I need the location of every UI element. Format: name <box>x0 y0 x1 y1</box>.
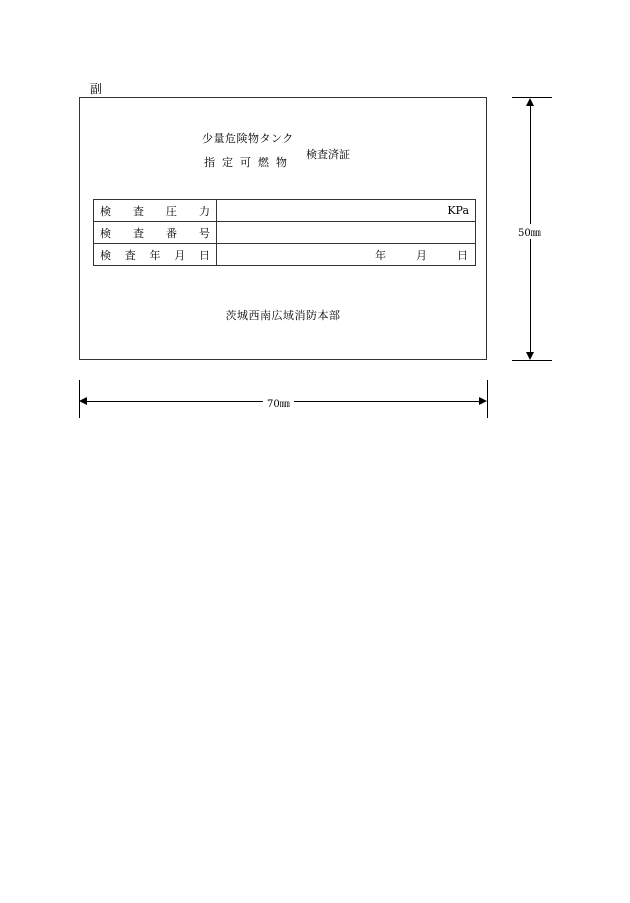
width-label: 70㎜ <box>263 395 294 410</box>
arrow-down-icon <box>526 352 534 360</box>
label-char: 査 <box>133 204 144 218</box>
table-row <box>94 222 476 244</box>
date-month: 月 <box>416 248 427 262</box>
date-year: 年 <box>375 248 386 262</box>
label-char: 力 <box>199 204 210 218</box>
label-char: 検 <box>100 248 111 262</box>
row-value-date <box>217 244 476 266</box>
label-char: 圧 <box>166 204 177 218</box>
copy-mark: 副 <box>90 82 103 96</box>
label-char: 日 <box>199 248 210 262</box>
inspection-card <box>79 97 487 360</box>
title-suffix: 検査済証 <box>306 148 350 161</box>
width-extension-right <box>487 380 488 418</box>
label-char: 号 <box>199 226 210 240</box>
title-line1: 少量危険物タンク <box>202 132 294 145</box>
height-extension-bottom <box>512 360 552 361</box>
row-value-pressure: KPa <box>217 200 476 222</box>
label-char: 検 <box>100 204 111 218</box>
table-row <box>94 200 476 222</box>
arrow-left-icon <box>79 397 87 405</box>
label-char: 番 <box>166 226 177 240</box>
row-value-number <box>217 222 476 244</box>
table-row <box>94 244 476 266</box>
row-label-number <box>94 222 217 244</box>
row-label-pressure <box>94 200 217 222</box>
label-char: 月 <box>174 248 186 262</box>
date-day: 日 <box>457 248 468 262</box>
inspection-table <box>93 199 476 266</box>
height-label: 50㎜ <box>514 224 545 239</box>
title-line2: 指定可燃物 <box>204 156 294 169</box>
label-char: 検 <box>100 226 111 240</box>
label-char: 査 <box>124 248 136 262</box>
arrow-right-icon <box>479 397 487 405</box>
arrow-up-icon <box>526 98 534 106</box>
row-label-date <box>94 244 217 266</box>
label-char: 査 <box>133 226 144 240</box>
label-char: 年 <box>149 248 161 262</box>
issuer-name: 茨城西南広域消防本部 <box>225 309 341 322</box>
